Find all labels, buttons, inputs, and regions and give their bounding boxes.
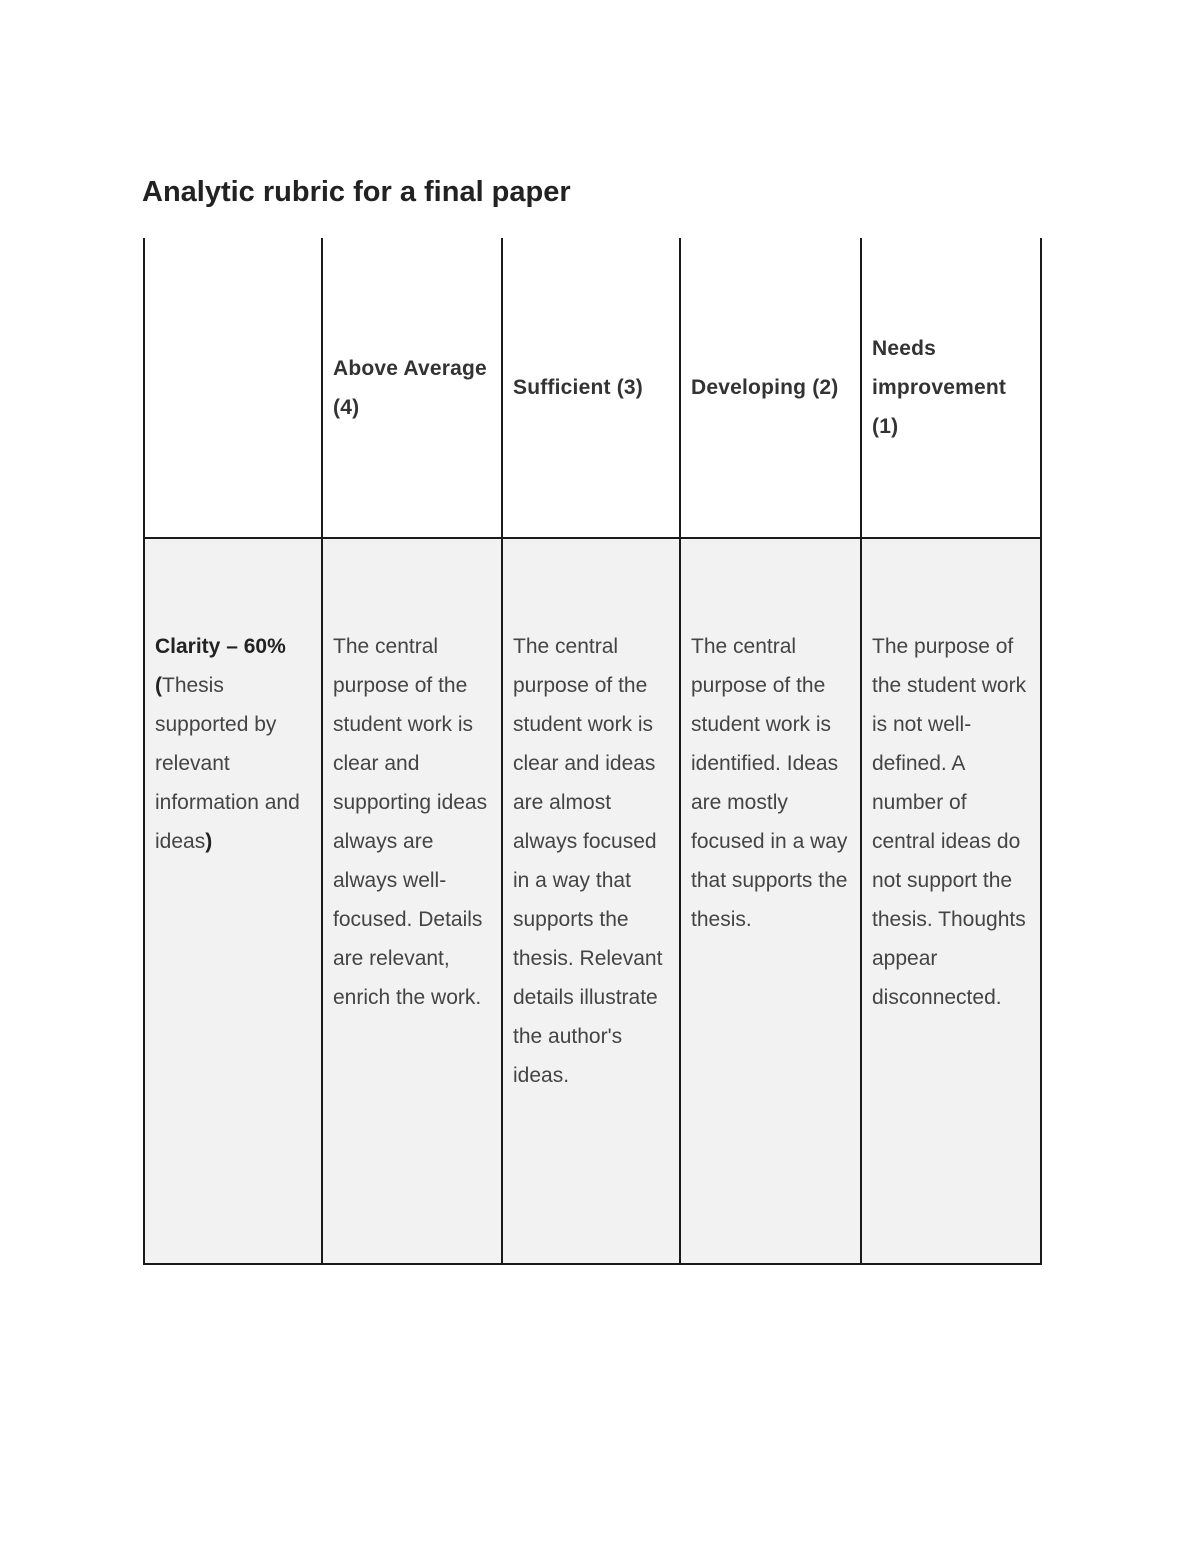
criterion-cell [144, 538, 322, 1264]
cell-needs-improvement: The purpose of the student work is not well-defined. A number of central ideas do not support the thesis. Thoughts appear disconnected. [861, 538, 1041, 1264]
rubric-header-row [144, 238, 1041, 538]
table-row [144, 538, 1041, 1264]
cell-sufficient: The central purpose of the student work is clear and ideas are almost always focused in a way that supports the thesis. Relevant details illustrate the author's ideas. [502, 538, 680, 1264]
header-developing: Developing (2) [680, 238, 861, 538]
criterion-open-paren: ( [155, 674, 162, 697]
cell-above-average: The central purpose of the student work is clear and supporting ideas always are always well-focused. Details are relevant, enrich the work. [322, 538, 502, 1264]
criterion-description: Thesis supported by relevant information and ideas [155, 674, 300, 853]
header-above-average: Above Average (4) [322, 238, 502, 538]
header-sufficient: Sufficient (3) [502, 238, 680, 538]
cell-developing: The central purpose of the student work is identified. Ideas are mostly focused in a way that supports the thesis. [680, 538, 861, 1264]
header-needs-improvement: Needs improvement (1) [861, 238, 1041, 538]
criterion-name: Clarity – 60% [155, 635, 286, 658]
criterion-close-paren: ) [205, 830, 213, 853]
document-title: Analytic rubric for a final paper [142, 176, 571, 208]
header-criteria-empty [144, 238, 322, 538]
rubric-table [143, 238, 1042, 1265]
